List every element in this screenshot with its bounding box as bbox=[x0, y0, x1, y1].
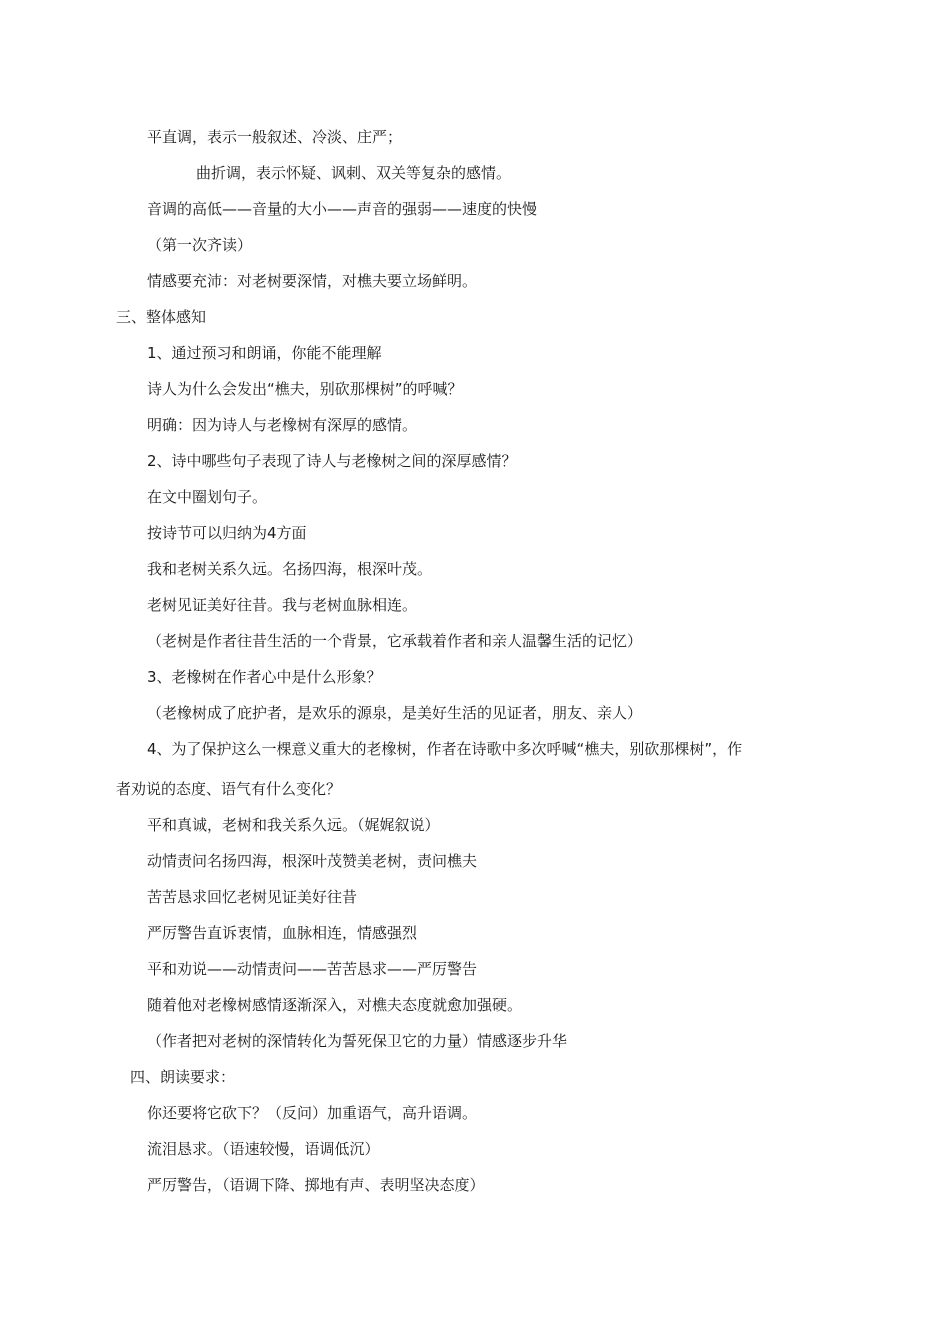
text-line: （第一次齐读） bbox=[147, 236, 253, 254]
text-line: （老橡树成了庇护者，是欢乐的源泉，是美好生活的见证者，朋友、亲人） bbox=[147, 704, 643, 722]
text-line: 明确：因为诗人与老橡树有深厚的感情。 bbox=[147, 416, 418, 434]
text-line: 4、为了保护这么一棵意义重大的老橡树，作者在诗歌中多次呼喊“樵夫，别砍那棵树”，作 bbox=[147, 740, 743, 758]
text-line: 苦苦恳求回忆老树见证美好往昔 bbox=[147, 888, 358, 906]
section-heading: 四、朗读要求： bbox=[130, 1068, 236, 1086]
text-line: 3、老橡树在作者心中是什么形象？ bbox=[147, 668, 382, 686]
text-line: 情感要充沛：对老树要深情，对樵夫要立场鲜明。 bbox=[147, 272, 478, 290]
text-line: 诗人为什么会发出“樵夫，别砍那棵树”的呼喊？ bbox=[147, 380, 463, 398]
text-line: 平和真诚，老树和我关系久远。（娓娓叙说） bbox=[147, 816, 440, 834]
text-line: 动情责问名扬四海，根深叶茂赞美老树，责问樵夫 bbox=[147, 852, 478, 870]
section-heading: 三、整体感知 bbox=[116, 308, 207, 326]
text-line: 严厉警告，（语调下降、掷地有声、表明坚决态度） bbox=[147, 1176, 485, 1194]
text-line: 老树见证美好往昔。我与老树血脉相连。 bbox=[147, 596, 418, 614]
text-line: 在文中圈划句子。 bbox=[147, 488, 268, 506]
text-line: 流泪恳求。（语速较慢，语调低沉） bbox=[147, 1140, 380, 1158]
text-line: 严厉警告直诉衷情，血脉相连，情感强烈 bbox=[147, 924, 418, 942]
text-line: 按诗节可以归纳为4方面 bbox=[147, 524, 307, 542]
text-line: （老树是作者往昔生活的一个背景，它承载着作者和亲人温馨生活的记忆） bbox=[147, 632, 643, 650]
text-line: 你还要将它砍下？（反问）加重语气，高升语调。 bbox=[147, 1104, 478, 1122]
text-line: 随着他对老橡树感情逐渐深入，对樵夫态度就愈加强硬。 bbox=[147, 996, 523, 1014]
text-line: 1、通过预习和朗诵，你能不能理解 bbox=[147, 344, 382, 362]
text-line: 者劝说的态度、语气有什么变化？ bbox=[116, 780, 342, 798]
text-line: （作者把对老树的深情转化为誓死保卫它的力量）情感逐步升华 bbox=[147, 1032, 568, 1050]
text-line: 曲折调，表示怀疑、讽刺、双关等复杂的感情。 bbox=[196, 164, 512, 182]
text-line: 音调的高低——音量的大小——声音的强弱——速度的快慢 bbox=[147, 200, 538, 218]
text-line: 平直调，表示一般叙述、冷淡、庄严； bbox=[147, 128, 403, 146]
text-line: 平和劝说——动情责问——苦苦恳求——严厉警告 bbox=[147, 960, 478, 978]
text-line: 我和老树关系久远。名扬四海，根深叶茂。 bbox=[147, 560, 433, 578]
text-line: 2、诗中哪些句子表现了诗人与老橡树之间的深厚感情？ bbox=[147, 452, 517, 470]
